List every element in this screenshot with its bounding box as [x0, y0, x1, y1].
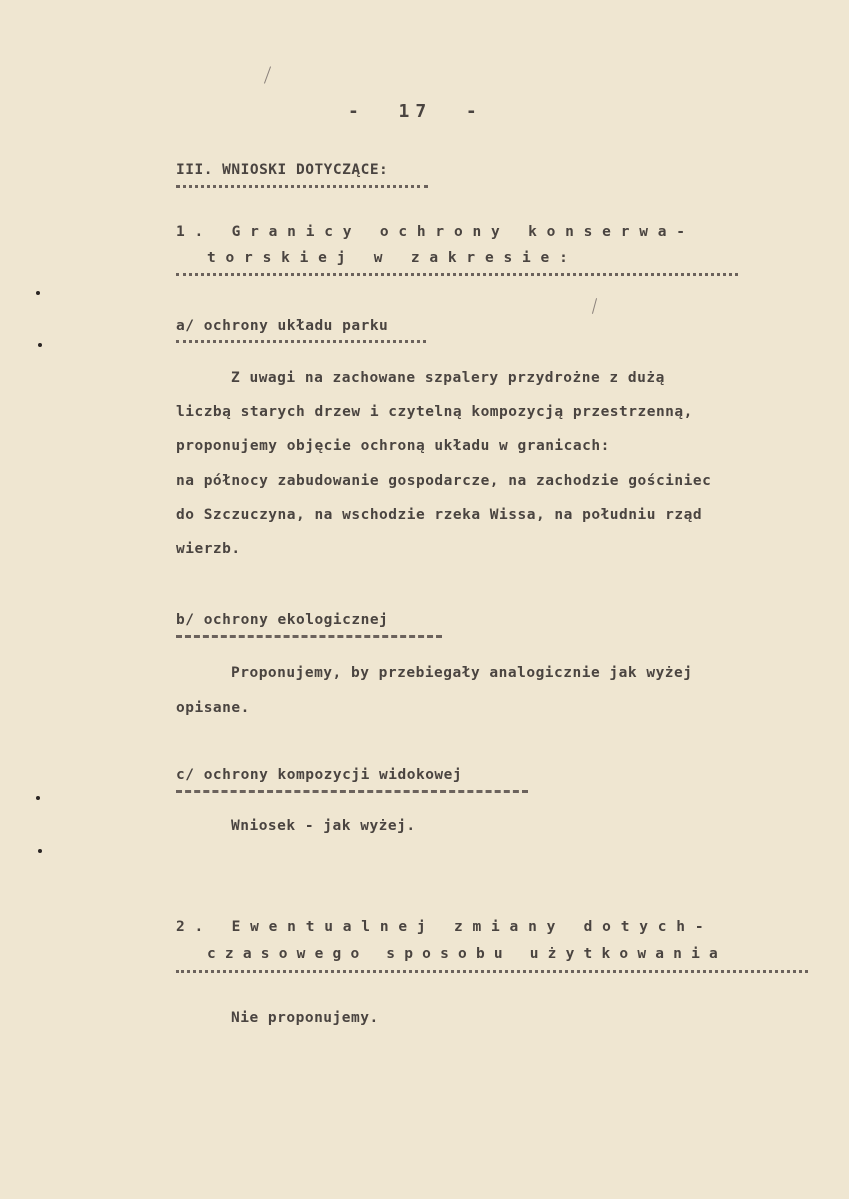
pen-stroke [264, 66, 271, 83]
sub-a-line-1: Z uwagi na zachowane szpalery przydrożne z dużą [231, 370, 665, 386]
sub-a-heading: a/ ochrony układu parku [176, 318, 389, 334]
sub-c-heading: c/ ochrony kompozycji widokowej [176, 767, 463, 783]
section-title-underline [176, 185, 428, 188]
item2-heading-line1: 2. Ewentualnej zmiany dotych- [176, 919, 714, 935]
sub-c-line-1: Wniosek - jak wyżej. [231, 818, 416, 834]
sub-a-line-6: wierzb. [176, 541, 241, 557]
punch-mark [36, 796, 40, 800]
closing-line: Nie proponujemy. [231, 1010, 379, 1026]
section-title: III. WNIOSKI DOTYCZĄCE: [176, 162, 389, 178]
sub-b-line-1: Proponujemy, by przebiegały analogicznie jak wyżej [231, 665, 693, 681]
sub-a-line-5: do Szczuczyna, na wschodzie rzeka Wissa, na południu rząd [176, 507, 703, 523]
sub-a-line-2: liczbą starych drzew i czytelną kompozycją przestrzenną, [176, 404, 693, 420]
sub-a-underline [176, 340, 426, 343]
punch-mark [38, 849, 42, 853]
punch-mark [36, 291, 40, 295]
item1-underline [176, 273, 738, 276]
punch-mark [38, 343, 42, 347]
item1-heading-line2: torskiej w zakresie: [207, 250, 578, 266]
item2-underline [176, 970, 808, 973]
sub-b-line-2: opisane. [176, 700, 250, 716]
page-number: - 17 - [348, 101, 483, 122]
sub-a-line-3: proponujemy objęcie ochroną układu w granicach: [176, 438, 610, 454]
sub-c-underline [176, 790, 528, 793]
sub-b-underline [176, 635, 442, 638]
pen-stroke [592, 298, 597, 314]
sub-b-heading: b/ ochrony ekologicznej [176, 612, 389, 628]
item2-heading-line2: czasowego sposobu użytkowania [207, 946, 727, 962]
sub-a-line-4: na północy zabudowanie gospodarcze, na zachodzie gościniec [176, 473, 712, 489]
item1-heading-line1: 1. Granicy ochrony konserwa- [176, 224, 695, 240]
